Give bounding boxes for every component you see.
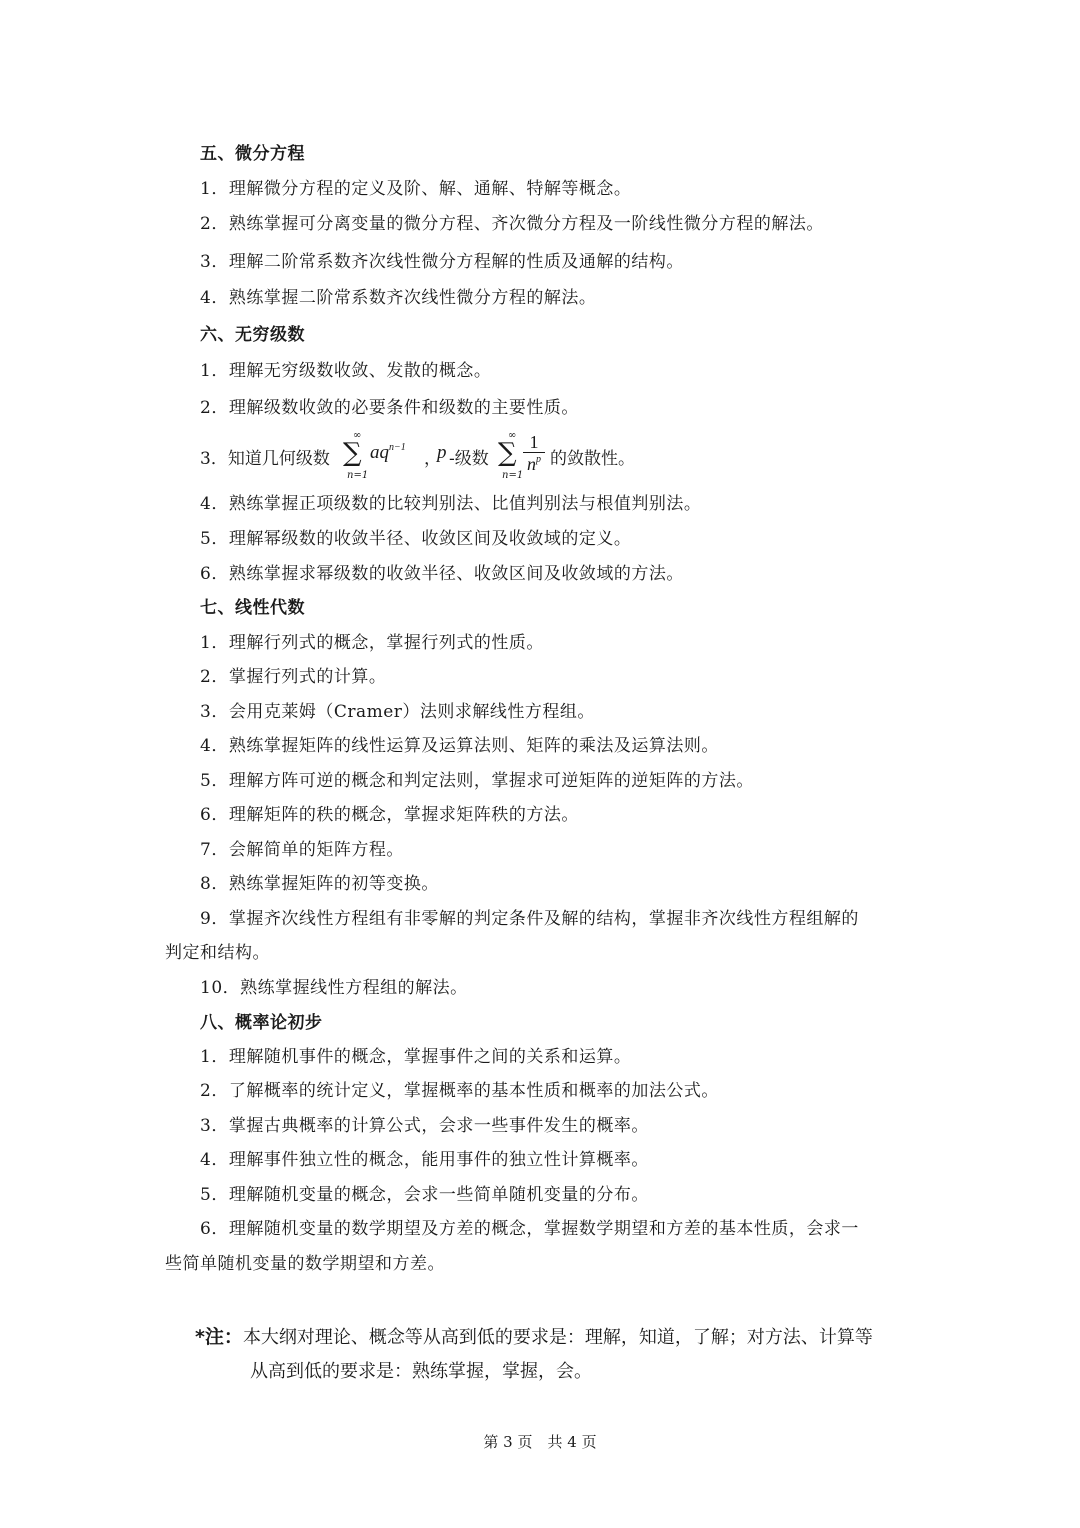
p-series-fraction: $\frac{1}{n^p}$ [523, 432, 545, 479]
list-item: 6．熟练掌握求幂级数的收敛半径、收敛区间及收敛域的方法。 [200, 564, 684, 584]
section-heading-infinite-series: 六、无穷级数 [200, 325, 305, 345]
list-item: 7．会解简单的矩阵方程。 [200, 840, 404, 860]
section-heading-linear-algebra: 七、线性代数 [200, 598, 305, 618]
section-heading-probability: 八、概率论初步 [200, 1013, 323, 1033]
page-number-footer: 第 3 页 共 4 页 [483, 1433, 597, 1451]
list-item: 4．熟练掌握正项级数的比较判别法、比值判别法与根值判别法。 [200, 494, 702, 514]
list-item: 10．熟练掌握线性方程组的解法。 [200, 978, 468, 998]
list-item: 4．理解事件独立性的概念，能用事件的独立性计算概率。 [200, 1150, 649, 1170]
section-heading-differential-equations: 五、微分方程 [200, 144, 305, 164]
geometric-sum-symbol: ∞ ∑ n=1 [343, 430, 369, 481]
p-symbol: p [437, 442, 447, 463]
list-item: 1．理解随机事件的概念，掌握事件之间的关系和运算。 [200, 1047, 632, 1067]
list-item: 1．理解无穷级数收敛、发散的概念。 [200, 361, 492, 381]
list-item: 2．理解级数收敛的必要条件和级数的主要性质。 [200, 398, 579, 418]
list-item: 4．熟练掌握二阶常系数齐次线性微分方程的解法。 [200, 288, 597, 308]
list-item: 2．了解概率的统计定义，掌握概率的基本性质和概率的加法公式。 [200, 1081, 719, 1101]
list-item-continuation: 判定和结构。 [165, 943, 270, 963]
formula-prefix: 3．知道几何级数 [200, 449, 330, 469]
p-series-label: -级数 [449, 449, 489, 469]
p-sum-symbol: ∞ ∑ n=1 [498, 430, 524, 481]
list-item: 8．熟练掌握矩阵的初等变换。 [200, 874, 439, 894]
list-item: 3．掌握古典概率的计算公式，会求一些事件发生的概率。 [200, 1116, 649, 1136]
list-item: 2．掌握行列式的计算。 [200, 667, 387, 687]
list-item: 5．理解幂级数的收敛半径、收敛区间及收敛域的定义。 [200, 529, 632, 549]
geometric-term: $aq^{n-1}$ [370, 442, 406, 463]
list-item: 9．掌握齐次线性方程组有非零解的判定条件及解的结构，掌握非齐次线性方程组解的 [200, 909, 859, 929]
list-item: 2．熟练掌握可分离变量的微分方程、齐次微分方程及一阶线性微分方程的解法。 [200, 214, 824, 234]
list-item: 6．理解矩阵的秩的概念，掌握求矩阵秩的方法。 [200, 805, 579, 825]
list-item: 3．会用克莱姆（Cramer）法则求解线性方程组。 [200, 702, 595, 722]
list-item-continuation: 些简单随机变量的数学期望和方差。 [165, 1254, 445, 1274]
syllabus-note [195, 1320, 925, 1389]
note-mark: *注： [195, 1326, 243, 1348]
list-item: 6．理解随机变量的数学期望及方差的概念，掌握数学期望和方差的基本性质，会求一 [200, 1219, 859, 1239]
note-line1: 本大纲对理论、概念等从高到低的要求是：理解，知道，了解；对方法、计算等 [242, 1327, 873, 1348]
formula-suffix: 的敛散性。 [550, 449, 635, 469]
list-item: 4．熟练掌握矩阵的线性运算及运算法则、矩阵的乘法及运算法则。 [200, 736, 719, 756]
list-item: 1．理解微分方程的定义及阶、解、通解、特解等概念。 [200, 179, 632, 199]
formula-comma: ， [424, 449, 441, 469]
list-item: 3．理解二阶常系数齐次线性微分方程解的性质及通解的结构。 [200, 252, 684, 272]
list-item: 5．理解方阵可逆的概念和判定法则，掌握求可逆矩阵的逆矩阵的方法。 [200, 771, 754, 791]
note-line2: 从高到低的要求是：熟练掌握，掌握，会。 [250, 1361, 592, 1382]
list-item: 1．理解行列式的概念，掌握行列式的性质。 [200, 633, 544, 653]
list-item: 5．理解随机变量的概念，会求一些简单随机变量的分布。 [200, 1185, 649, 1205]
